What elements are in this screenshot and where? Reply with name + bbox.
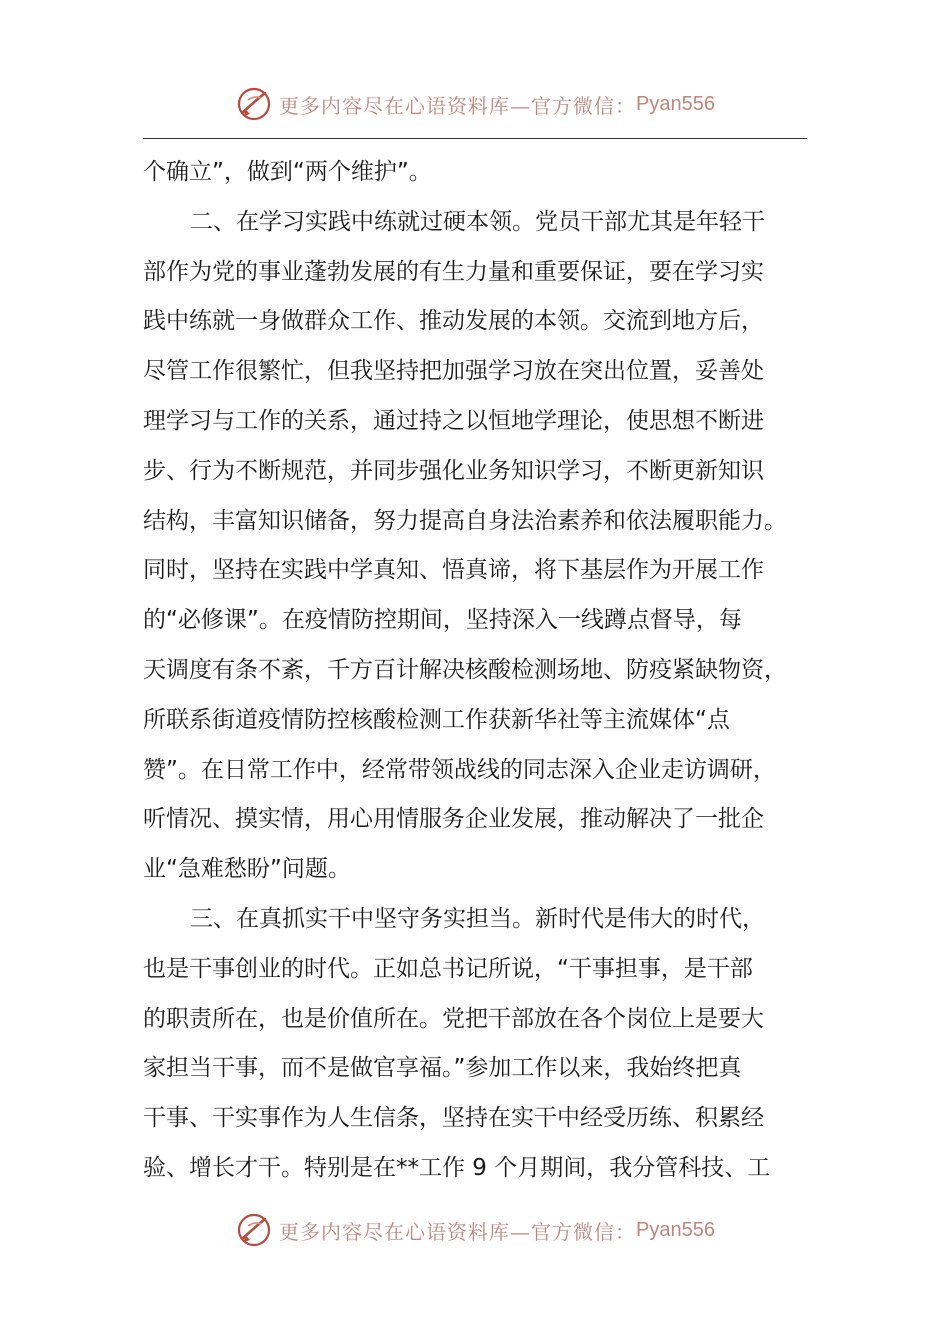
- text-line: 听情况、摸实情，用心用情服务企业发展，推动解决了一批企: [143, 806, 764, 833]
- text-line: 三、在真抓实干中坚守务实担当。新时代是伟大的时代，: [190, 905, 765, 932]
- text-line: 的职责所在，也是价值所在。党把干部放在各个岗位上是要大: [143, 1005, 764, 1032]
- header-banner-text: 更多内容尽在心语资料库—官方微信：: [279, 93, 637, 118]
- text-line: 结构，丰富知识储备，努力提高自身法治素养和依法履职能力。: [143, 507, 787, 534]
- header-banner: [0, 82, 950, 126]
- text-line: 天调度有条不紊，千方百计解决核酸检测场地、防疫紧缺物资，: [143, 656, 787, 683]
- text-line: 尽管工作很繁忙，但我坚持把加强学习放在突出位置，妥善处: [143, 358, 764, 385]
- text-line: 部作为党的事业蓬勃发展的有生力量和重要保证，要在学习实: [143, 258, 764, 285]
- footer-banner-id: Pyan556: [636, 1218, 715, 1241]
- text-line: 理学习与工作的关系，通过持之以恒地学理论，使思想不断进: [143, 407, 764, 434]
- header-divider: [143, 138, 807, 139]
- text-line: 的“必修课”。在疫情防控期间，坚持深入一线蹲点督导，每: [143, 607, 742, 634]
- text-line: 二、在学习实践中练就过硬本领。党员干部尤其是年轻干: [190, 208, 765, 235]
- text-line: 所联系街道疫情防控核酸检测工作获新华社等主流媒体“点: [143, 706, 730, 733]
- header-banner-id: Pyan556: [636, 92, 715, 115]
- text-line: 干事、干实事作为人生信条，坚持在实干中经受历练、积累经: [143, 1105, 764, 1132]
- text-line: 赞”。在日常工作中，经常带领战线的同志深入企业走访调研，: [143, 756, 776, 783]
- text-line: 家担当干事，而不是做官享福。”参加工作以来，我始终把真: [143, 1055, 742, 1082]
- text-line: 步、行为不断规范，并同步强化业务知识学习，不断更新知识: [143, 457, 764, 484]
- text-line: 个确立”，做到“两个维护”。: [143, 159, 432, 185]
- footer-banner-text: 更多内容尽在心语资料库—官方微信：: [279, 1219, 637, 1244]
- pen-logo-icon: [235, 85, 273, 123]
- footer-banner: [0, 1208, 950, 1252]
- text-line: 验、增长才干。特别是在**工作 9 个月期间，我分管科技、工: [143, 1154, 771, 1181]
- pen-logo-icon: [235, 1211, 273, 1249]
- document-body: [143, 148, 807, 1194]
- text-line: 践中练就一身做群众工作、推动发展的本领。交流到地方后，: [143, 308, 764, 335]
- text-line: 同时，坚持在实践中学真知、悟真谛，将下基层作为开展工作: [143, 557, 764, 584]
- text-line: 也是干事创业的时代。正如总书记所说，“干事担事，是干部: [143, 955, 753, 982]
- text-line: 业“急难愁盼”问题。: [143, 856, 351, 883]
